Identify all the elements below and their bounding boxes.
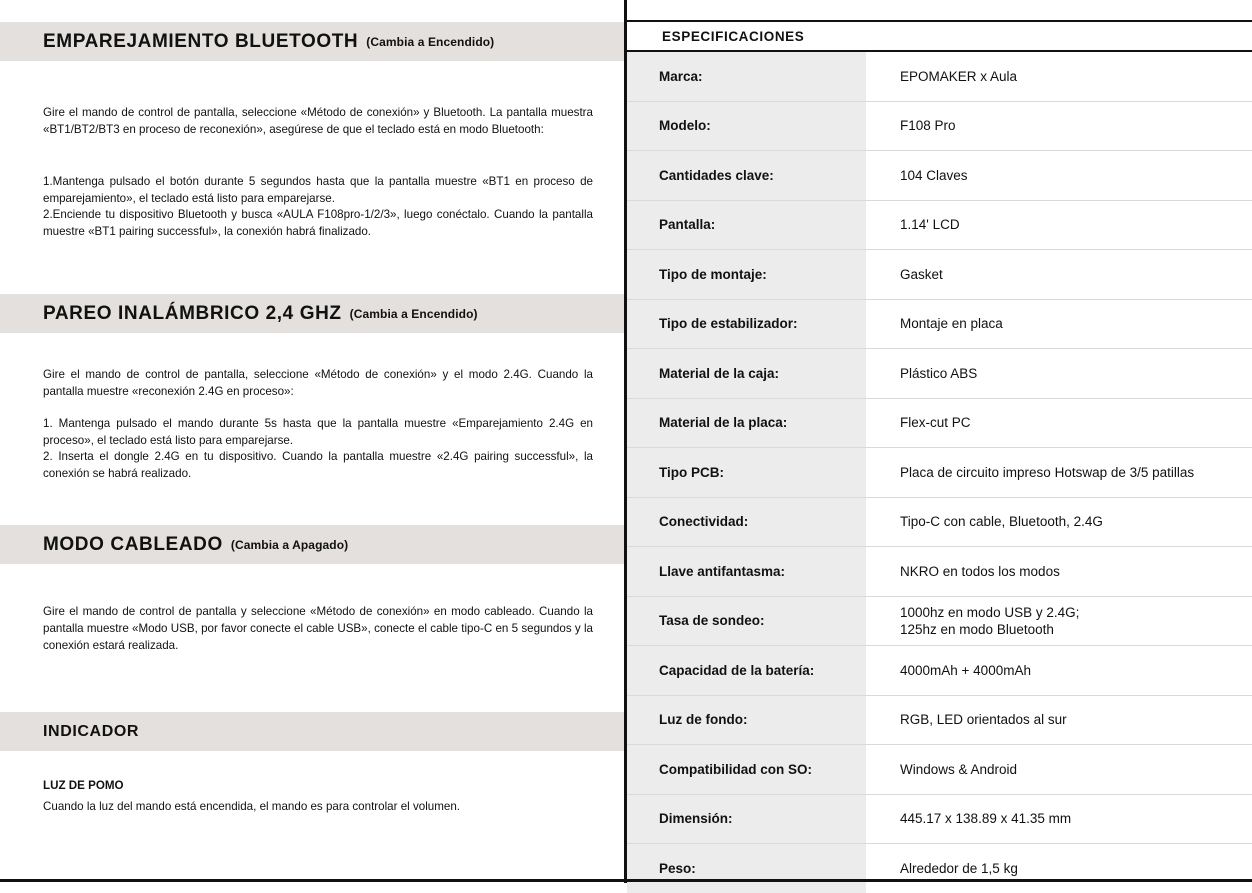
specifications-title: ESPECIFICACIONES	[662, 29, 805, 44]
spec-value: 1.14' LCD	[900, 217, 960, 233]
spec-value: Placa de circuito impreso Hotswap de 3/5 patillas	[900, 464, 1195, 480]
spec-key: Tipo de estabilizador:	[627, 300, 866, 349]
spec-value: Alrededor de 1,5 kg	[900, 860, 1018, 876]
indicator-label: LUZ DE POMO	[43, 779, 124, 792]
section-title: PAREO INALÁMBRICO 2,4 GHZ	[43, 302, 342, 324]
spec-row	[627, 151, 1252, 201]
spec-value: Montaje en placa	[900, 316, 1003, 332]
spec-value: 4000mAh + 4000mAh	[900, 662, 1031, 678]
spec-value: Tipo-C con cable, Bluetooth, 2.4G	[900, 514, 1103, 530]
spec-row	[627, 696, 1252, 746]
spec-row	[627, 448, 1252, 498]
spec-value: Windows & Android	[900, 761, 1018, 777]
section-header-bluetooth	[0, 22, 624, 61]
spec-key: Tasa de sondeo:	[627, 597, 866, 646]
spec-row	[627, 498, 1252, 548]
spec-key: Pantalla:	[627, 201, 866, 250]
section-title: INDICADOR	[43, 722, 140, 740]
section-header-wireless	[0, 294, 624, 333]
bottom-rule	[0, 879, 1252, 882]
spec-key: Material de la placa:	[627, 399, 866, 448]
spec-row	[627, 646, 1252, 696]
spec-row	[627, 399, 1252, 449]
spec-key: Compatibilidad con SO:	[627, 745, 866, 794]
spec-value: EPOMAKER x Aula	[900, 68, 1018, 84]
paragraph: Cuando la luz del mando está encendida, el mando es para controlar el volumen.	[43, 800, 460, 813]
spec-key: Modelo:	[627, 102, 866, 151]
spec-row	[627, 102, 1252, 152]
spec-row	[627, 844, 1252, 893]
spec-row	[627, 250, 1252, 300]
spec-value: RGB, LED orientados al sur	[900, 712, 1067, 728]
spec-key: Dimensión:	[627, 795, 866, 844]
section-title: MODO CABLEADO	[43, 533, 223, 555]
section-subtitle: (Cambia a Encendido)	[366, 34, 495, 49]
spec-key: Luz de fondo:	[627, 696, 866, 745]
spec-value: Flex-cut PC	[900, 415, 971, 431]
spec-key: Tipo de montaje:	[627, 250, 866, 299]
spec-value: 104 Claves	[900, 167, 968, 183]
spec-row	[627, 745, 1252, 795]
paragraph: Gire el mando de control de pantalla, seleccione «Método de conexión» y el modo 2.4G. Cuando la pantalla muestre «reconexión 2.4G en proceso»:	[43, 368, 593, 398]
spec-key: Cantidades clave:	[627, 151, 866, 200]
specifications-table	[627, 52, 1252, 893]
spec-value: Gasket	[900, 266, 943, 282]
section-header-indicator	[0, 712, 624, 751]
section-subtitle: (Cambia a Encendido)	[349, 306, 478, 321]
specifications-column	[627, 0, 1252, 883]
spec-row	[627, 597, 1252, 647]
spec-key: Conectividad:	[627, 498, 866, 547]
spec-value: 1000hz en modo USB y 2.4G; 125hz en modo Bluetooth	[900, 604, 1080, 637]
spec-value: Plástico ABS	[900, 365, 978, 381]
spec-key: Tipo PCB:	[627, 448, 866, 497]
paragraph: 1. Mantenga pulsado el mando durante 5s hasta que la pantalla muestre «Emparejamiento 2.4G en proceso», el teclado está listo para emparejarse. 2. Inserta el dongle 2.4G en tu dispositivo. Cuando la pantalla muestre «2.4G pairing successful», la conexión se habrá realizado.	[43, 417, 593, 480]
spec-row	[627, 349, 1252, 399]
spec-row	[627, 201, 1252, 251]
spec-row	[627, 52, 1252, 102]
paragraph: Gire el mando de control de pantalla y seleccione «Método de conexión» en modo cableado. Cuando la pantalla muestre «Modo USB, por favor conecte el cable USB», conecte el cable tipo-C en 5 segundos y la conexión estará realizada.	[43, 605, 593, 652]
spec-value: F108 Pro	[900, 118, 956, 134]
section-header-wired	[0, 525, 624, 564]
instructions-column	[0, 0, 624, 883]
spec-key: Peso:	[627, 844, 866, 893]
spec-key: Material de la caja:	[627, 349, 866, 398]
paragraph: Gire el mando de control de pantalla, seleccione «Método de conexión» y Bluetooth. La pantalla muestra «BT1/BT2/BT3 en proceso de reconexión», asegúrese de que el teclado está en modo Bluetooth:	[43, 106, 593, 136]
top-rule	[627, 20, 1252, 22]
spec-row	[627, 300, 1252, 350]
spec-value: 445.17 x 138.89 x 41.35 mm	[900, 811, 1072, 827]
spec-row	[627, 547, 1252, 597]
spec-key: Llave antifantasma:	[627, 547, 866, 596]
spec-row	[627, 795, 1252, 845]
spec-key: Marca:	[627, 52, 866, 101]
spec-value: NKRO en todos los modos	[900, 563, 1060, 579]
section-subtitle: (Cambia a Apagado)	[230, 537, 349, 552]
paragraph: 1.Mantenga pulsado el botón durante 5 segundos hasta que la pantalla muestre «BT1 en proceso de emparejamiento», el teclado está listo para emparejarse. 2.Enciende tu dispositivo Bluetooth y busca «AULA F108pro-1/2/3», luego conéctalo. Cuando la pantalla muestre «BT1 pairing successful», la conexión habrá finalizado.	[43, 175, 593, 238]
section-title: EMPAREJAMIENTO BLUETOOTH	[43, 30, 359, 52]
spec-key: Capacidad de la batería:	[627, 646, 866, 695]
